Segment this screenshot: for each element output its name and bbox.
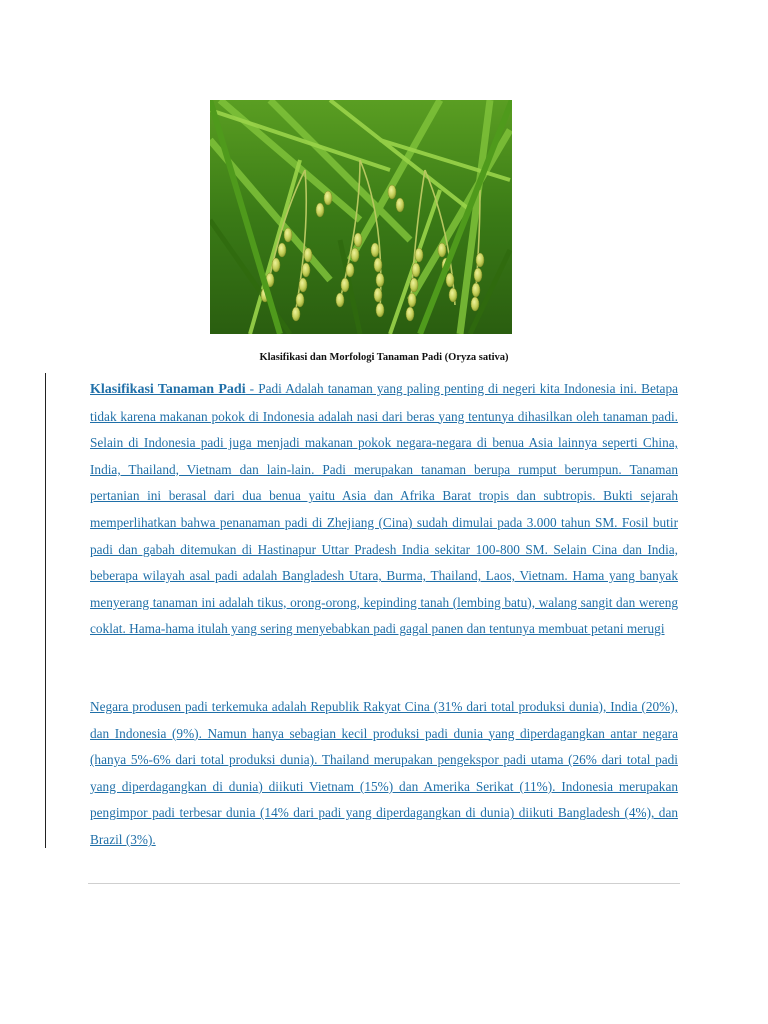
paragraph-producers[interactable]: Negara produsen padi terkemuka adalah Republik Rakyat Cina (31% dari total produksi dunia), India (20%), dan Indonesia (9%). Namun hanya sebagian kecil produksi padi dunia yang diperdagangkan antar negara (hanya 5%-6% dari total produksi dunia). Thailand merupakan pengekspor padi utama (26% dari total padi yang diperdagangkan di dunia) diikuti Vietnam (15%) dan Amerika Serikat (11%). Indonesia merupakan pengimpor padi terbesar dunia (14% dari padi yang diperdagangkan di dunia) diikuti Bangladesh (4%), dan Brazil (3%). <box>90 699 678 847</box>
figure-caption: Klasifikasi dan Morfologi Tanaman Padi (Oryza sativa) <box>259 352 509 363</box>
rice-plant-image <box>210 100 512 334</box>
margin-bar <box>45 373 46 848</box>
horizontal-divider <box>88 883 680 884</box>
paragraph-classification[interactable] <box>90 376 678 643</box>
heading-link[interactable]: Klasifikasi Tanaman Padi <box>90 382 246 397</box>
paragraph1-text[interactable]: - Padi Adalah tanaman yang paling penting di negeri kita Indonesia ini. Betapa tidak karena makanan pokok di Indonesia adalah nasi dari beras yang tentunya dihasilkan oleh tanaman padi. Selain di Indonesia padi juga menjadi makanan pokok negara-negara di benua Asia lainnya seperti China, India, Thailand, Vietnam dan lain-lain. Padi merupakan tanaman berupa rumput berumpun. Tanaman pertanian ini berasal dari dua benua yaitu Asia dan Afrika Barat tropis dan subtropis. Bukti sejarah memperlihatkan bahwa penanaman padi di Zhejiang (Cina) sudah dimulai pada 3.000 tahun SM. Fosil butir padi dan gabah ditemukan di Hastinapur Uttar Pradesh India sekitar 100-800 SM. Selain Cina dan India, beberapa wilayah asal padi adalah Bangladesh Utara, Burma, Thailand, Laos, Vietnam. Hama yang banyak menyerang tanaman ini adalah tikus, orong-orong, kepinding tanah (lembing batu), walang sangit dan wereng coklat. Hama-hama itulah yang sering menyebabkan padi gagal panen dan tentunya membuat petani merugi <box>90 381 678 637</box>
